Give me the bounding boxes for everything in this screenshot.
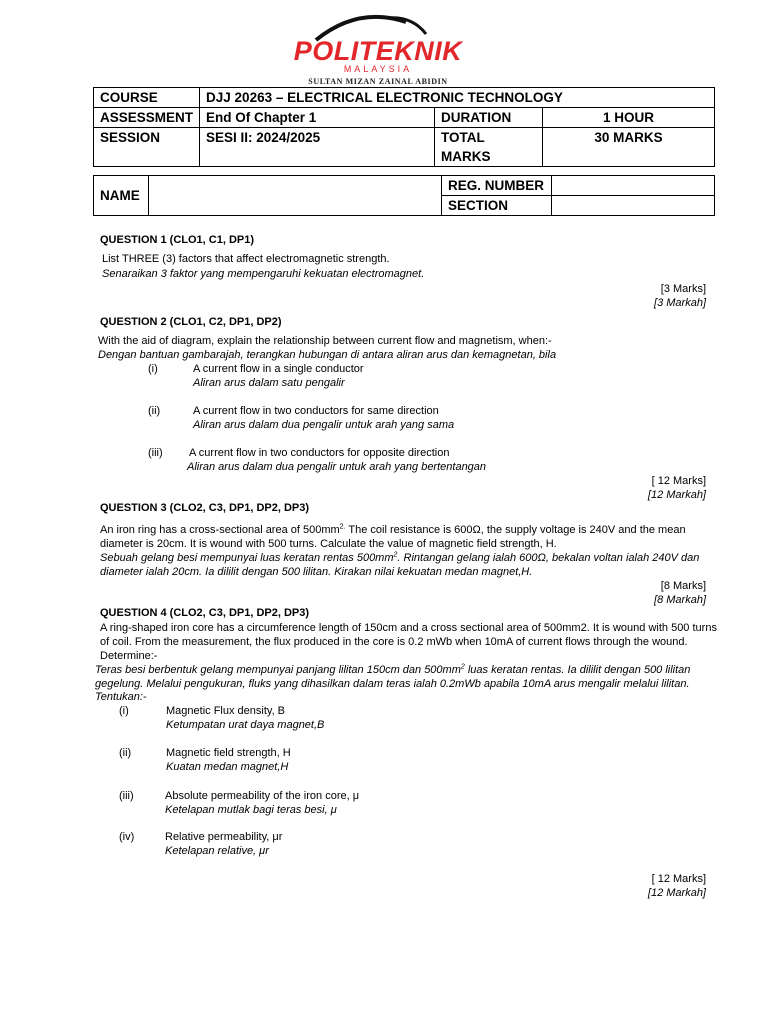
q4-text-en-line2: of coil. From the measurement, the flux produced in the core is 0.2 mWb when 10mA of current flows through the wound. xyxy=(100,636,688,648)
q2-item-ms: Aliran arus dalam dua pengalir untuk arah yang sama xyxy=(193,419,455,431)
q3-marks-ms: [8 Markah] xyxy=(654,594,706,606)
course-info-table xyxy=(93,87,715,167)
q2-title: QUESTION 2 (CLO1, C2, DP1, DP2) xyxy=(100,316,282,328)
q3-text-ms-line1: Sebuah gelang besi mempunyai luas keratan rentas $500mm^2$. Rintangan gelang ialah 600Ω, bekalan voltan ialah 240V dan xyxy=(100,551,700,564)
q4-item-ms: Ketumpatan urat daya magnet,B xyxy=(166,719,325,731)
q3-title: QUESTION 3 (CLO2, C3, DP1, DP2, DP3) xyxy=(100,502,310,514)
session-value: SESI II: 2024/2025 xyxy=(200,128,435,167)
q4-item-en: Magnetic Flux density, B xyxy=(166,705,286,717)
name-field[interactable] xyxy=(149,176,442,216)
q4-item-num: (i) xyxy=(119,705,129,717)
q3-text-en-line2: diameter is 20cm. It is wound with 500 turns. Calculate the value of magnetic field strength, H. xyxy=(100,538,557,550)
logo-campus: SULTAN MIZAN ZAINAL ABIDIN xyxy=(308,77,448,86)
q1-text-ms: Senaraikan 3 faktor yang mempengaruhi kekuatan electromagnet. xyxy=(102,268,425,280)
section-label: SECTION xyxy=(442,196,552,216)
q4-marks-en: [ 12 Marks] xyxy=(651,873,706,885)
q4-item-num: (ii) xyxy=(119,747,132,759)
q2-text-ms: Dengan bantuan gambarajah, terangkan hubungan di antara aliran arus dan kemagnetan, bila xyxy=(98,349,557,361)
q1-text-en: List THREE (3) factors that affect electromagnetic strength. xyxy=(102,253,390,265)
q1-title: QUESTION 1 (CLO1, C1, DP1) xyxy=(100,234,255,246)
q2-marks-en: [ 12 Marks] xyxy=(651,475,706,487)
q4-item-ms: Kuatan medan magnet,H xyxy=(166,761,289,773)
q4-text-ms-line1: Teras besi berbentuk gelang mempunyai panjang lilitan 150cm dan $500mm^2$ luas keratan rentas. Ia dililit dengan 500 lilitan xyxy=(95,663,691,676)
course-value: DJJ 20263 – ELECTRICAL ELECTRONIC TECHNOLOGY xyxy=(200,88,715,108)
q4-item-num: (iv) xyxy=(119,831,135,843)
q2-text-en: With the aid of diagram, explain the relationship between current flow and magnetism, when:- xyxy=(98,335,552,347)
q2-marks-ms: [12 Markah] xyxy=(647,489,706,501)
q4-item-en: Absolute permeability of the iron core, μ xyxy=(165,790,360,802)
q2-item-ms: Aliran arus dalam dua pengalir untuk arah yang bertentangan xyxy=(187,461,487,473)
q4-item-num: (iii) xyxy=(119,790,134,802)
logo-name: POLITEKNIK xyxy=(293,36,463,66)
course-label: COURSE xyxy=(94,88,200,108)
name-label: NAME xyxy=(94,176,149,216)
q4-marks-ms: [12 Markah] xyxy=(647,887,706,899)
q1-marks-en: [3 Marks] xyxy=(660,283,706,295)
q3-text-en-line1: An iron ring has a cross-sectional area of $500mm^{2.}$ The coil resistance is 600Ω, the supply voltage is 240V and the mean xyxy=(100,523,686,536)
reg-number-field[interactable] xyxy=(552,176,715,196)
q2-item-num: (iii) xyxy=(148,447,163,459)
q3-text-ms-line2: diameter ialah 20cm. Ia dililit dengan 500 lilitan. Kirakan nilai kekuatan medan magnet,H. xyxy=(100,566,533,578)
institution-logo xyxy=(288,12,468,86)
section-field[interactable] xyxy=(552,196,715,216)
duration-label: DURATION xyxy=(435,108,543,128)
duration-value: 1 HOUR xyxy=(543,108,715,128)
q2-item-en: A current flow in two conductors for same direction xyxy=(193,405,439,417)
q2-item-num: (i) xyxy=(148,363,158,375)
session-label: SESSION xyxy=(94,128,200,167)
q3-marks-en: [8 Marks] xyxy=(660,580,706,592)
q4-text-ms-line2: gegelung. Melalui pengukuran, fluks yang dihasilkan dalam teras ialah 0.2mWb apabila 10mA arus mengalir melalui lilitan. xyxy=(95,678,690,690)
q4-item-en: Magnetic field strength, H xyxy=(166,747,291,759)
total-marks-value: 30 MARKS xyxy=(543,128,715,167)
logo-country: MALAYSIA xyxy=(343,64,413,74)
q4-item-en: Relative permeability, μr xyxy=(165,831,283,843)
q2-item-en: A current flow in a single conductor xyxy=(193,363,364,375)
assessment-value: End Of Chapter 1 xyxy=(200,108,435,128)
q2-item-num: (ii) xyxy=(148,405,161,417)
total-marks-label: TOTAL MARKS xyxy=(435,128,543,167)
q1-marks-ms: [3 Markah] xyxy=(654,297,706,309)
q4-item-ms: Ketelapan relative, μr xyxy=(165,845,269,857)
reg-number-label: REG. NUMBER xyxy=(442,176,552,196)
q2-item-en: A current flow in two conductors for opposite direction xyxy=(189,447,450,459)
q4-text-ms-line3: Tentukan:- xyxy=(95,691,147,703)
student-info-table xyxy=(93,175,715,216)
q4-title: QUESTION 4 (CLO2, C3, DP1, DP2, DP3) xyxy=(100,607,310,619)
q4-text-en-line1: A ring-shaped iron core has a circumference length of 150cm and a cross sectional area of 500mm2. It is wound with 500 turns xyxy=(100,622,717,634)
q4-text-en-line3: Determine:- xyxy=(100,650,158,662)
q4-item-ms: Ketelapan mutlak bagi teras besi, μ xyxy=(165,804,337,816)
q2-item-ms: Aliran arus dalam satu pengalir xyxy=(193,377,345,389)
assessment-label: ASSESSMENT xyxy=(94,108,200,128)
